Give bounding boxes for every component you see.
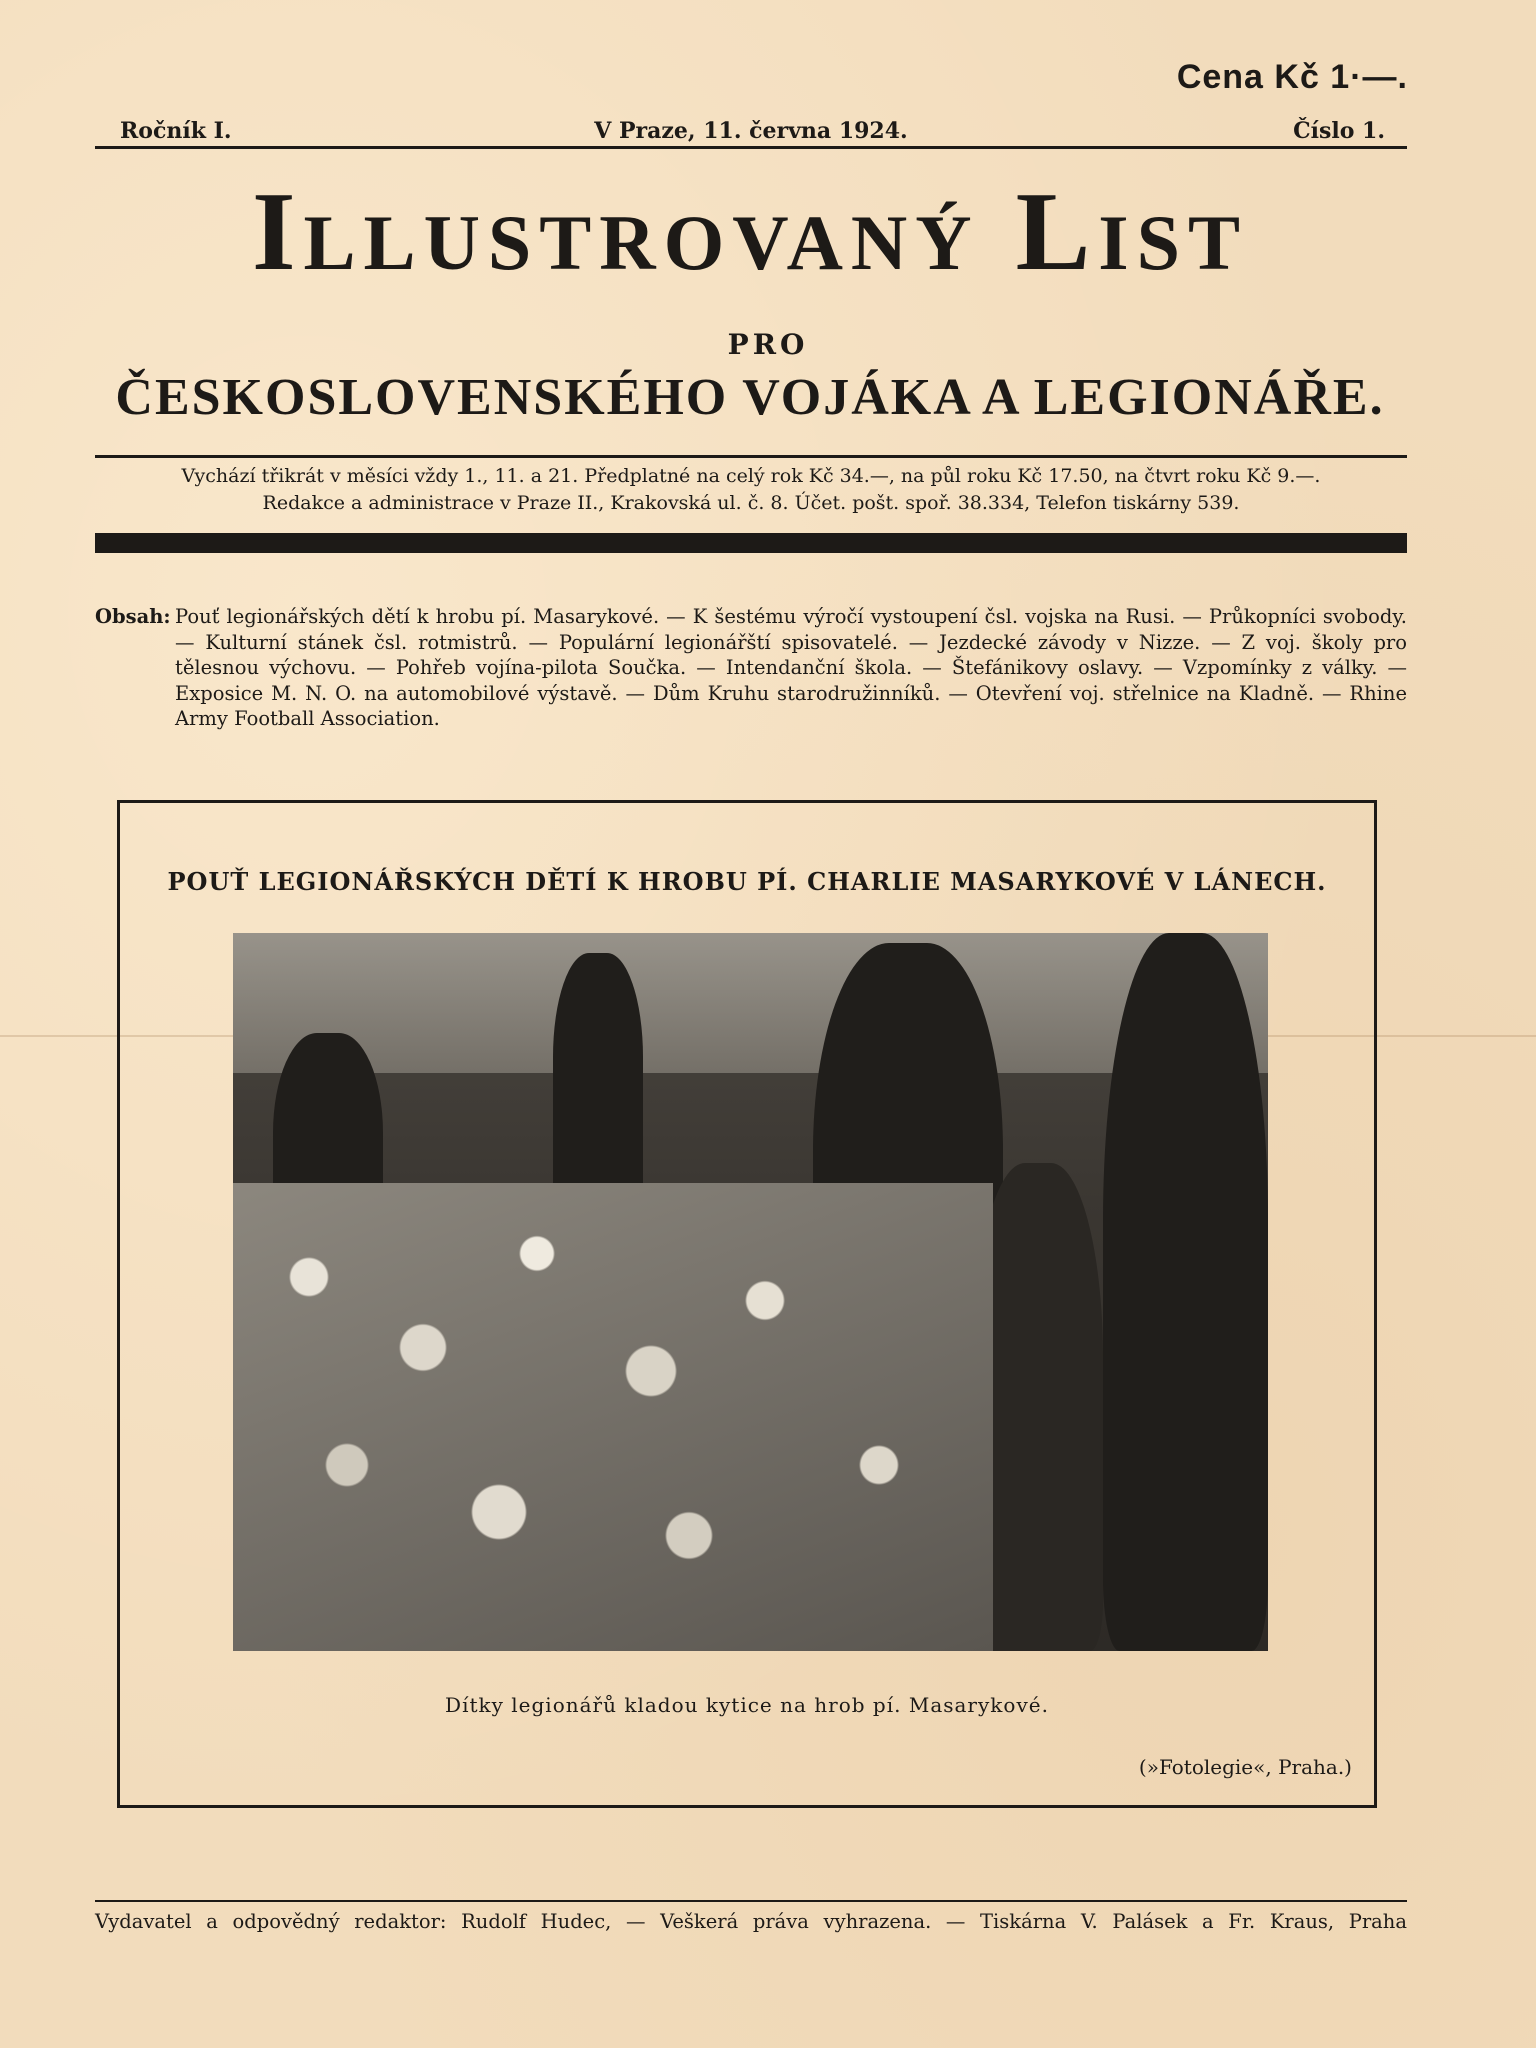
issue-number: Číslo 1. [1293, 118, 1385, 144]
volume-number: Ročník I. [120, 118, 232, 144]
contents-label: Obsah: [95, 605, 171, 628]
photo-background [233, 933, 1268, 1073]
dateline [95, 116, 1407, 149]
feature-photo [233, 933, 1268, 1651]
feature-title: POUŤ LEGIONÁŘSKÝCH DĚTÍ K HROBU PÍ. CHARLIE MASARYKOVÉ V LÁNECH. [167, 867, 1327, 896]
photo-figure [1103, 933, 1268, 1651]
photo-credit: (»Fotolegie«, Praha.) [1138, 1755, 1352, 1779]
table-of-contents [95, 604, 1407, 732]
masthead-title: Illustrovaný List [251, 170, 1249, 294]
photo-caption: Dítky legionářů kladou kytice na hrob pí. Masarykové. [445, 1693, 1049, 1717]
address-line: Redakce a administrace v Praze II., Krakovská ul. č. 8. Účet. pošt. spoř. 38.334, Telefon tiskárny 539. [262, 492, 1240, 514]
feature-frame [117, 800, 1377, 1808]
footer-rule [95, 1900, 1407, 1902]
subscription-line: Vychází třikrát v měsíci vždy 1., 11. a 21. Předplatné na celý rok Kč 34.—, na půl roku Kč 17.50, na čtvrt roku Kč 9.—. [181, 465, 1321, 487]
publication-info [95, 463, 1407, 517]
price: Cena Kč 1·—. [1176, 58, 1408, 96]
imprint: Vydavatel a odpovědný redaktor: Rudolf Hudec, — Veškerá práva vyhrazena. — Tiskárna V. Palásek a Fr. Kraus, Praha [95, 1910, 1407, 1933]
photo-figure [553, 953, 643, 1213]
photo-flowers [233, 1183, 993, 1651]
masthead-pro: PRO [727, 328, 809, 361]
divider-rule [95, 455, 1407, 458]
place-date: V Praze, 11. června 1924. [594, 118, 908, 144]
contents-text: Pouť legionářských dětí k hrobu pí. Masarykové. — K šestému výročí vystoupení čsl. vojska na Rusi. — Průkopníci svobody. — Kulturní stánek čsl. rotmistrů. — Populární legionářští spisovatelé. — Jezdecké závody v Nizze. — Z voj. školy pro tělesnou výchovu. — Pohřeb vojína-pilota Součka. — Intendanční škola. — Štefánikovy oslavy. — Vzpomínky z války. — Exposice M. N. O. na automobilové výstavě. — Dům Kruhu starodružinníků. — Otevření voj. střelnice na Kladně. — Rhine Army Football Association. [175, 605, 1407, 730]
thick-divider-rule [95, 533, 1407, 553]
masthead-subtitle: ČESKOSLOVENSKÉHO VOJÁKA A LEGIONÁŘE. [115, 369, 1385, 426]
